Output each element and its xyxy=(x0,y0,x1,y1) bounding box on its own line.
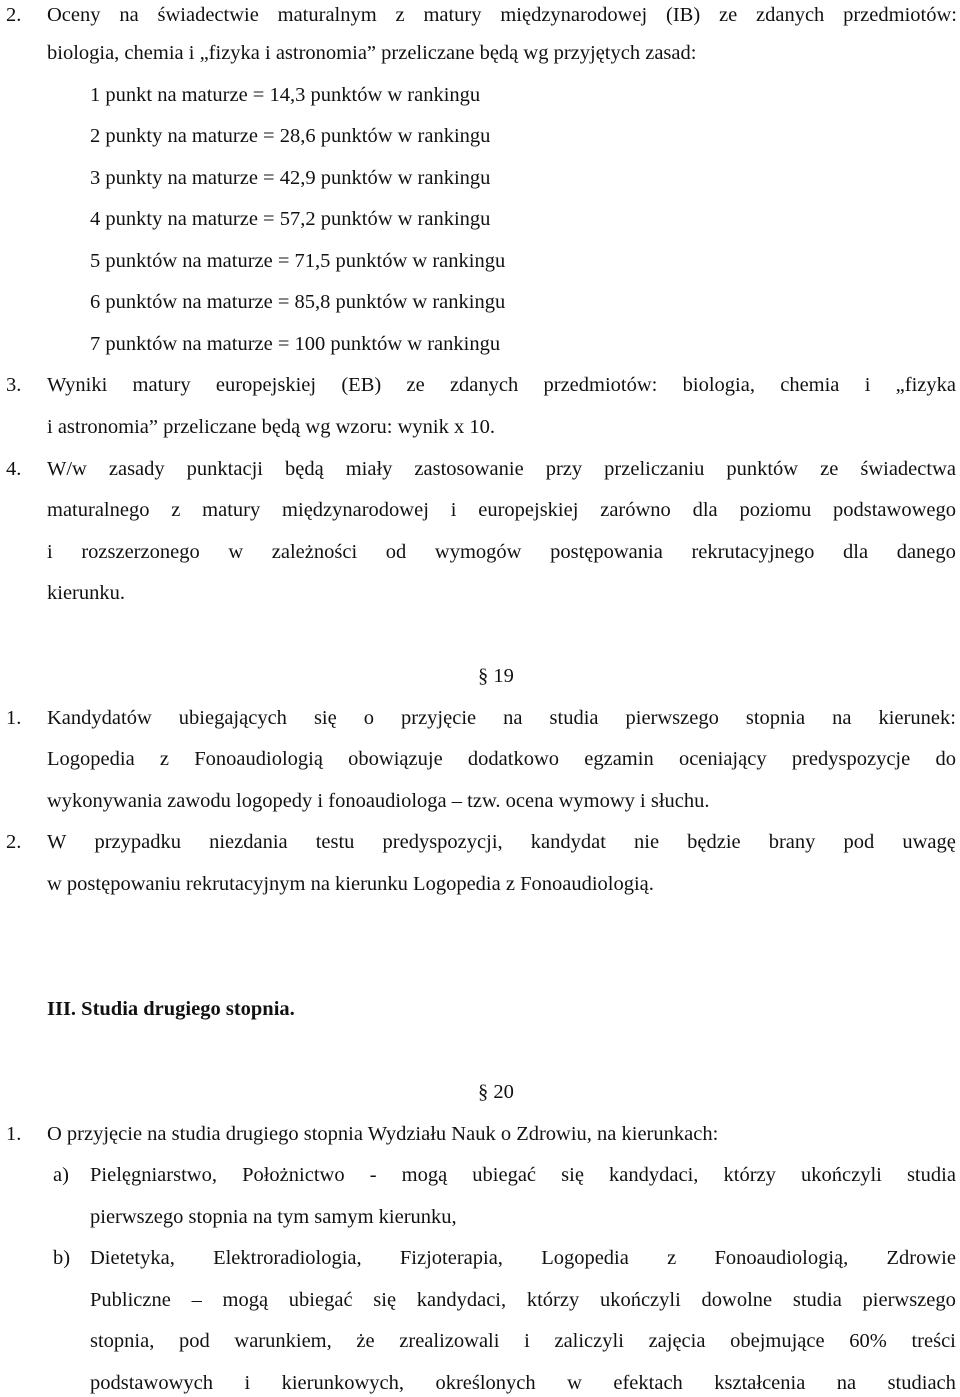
word: matury xyxy=(132,374,191,396)
paragraph-line xyxy=(90,1161,956,1189)
word: europejskiej xyxy=(478,499,579,521)
word: na xyxy=(119,4,139,26)
word: na xyxy=(832,707,852,729)
paragraph-heading: § 19 xyxy=(478,665,514,687)
word: zdanych xyxy=(756,4,825,26)
word: rozszerzonego xyxy=(81,541,200,563)
conversion-line: 2 punkty na maturze = 28,6 punktów w rankingu xyxy=(90,125,491,147)
word: dla xyxy=(692,499,718,521)
word: ukończyli xyxy=(801,1164,882,1186)
paragraph-line xyxy=(47,704,956,732)
word: Wyniki xyxy=(47,374,108,396)
conversion-line: 1 punkt na maturze = 14,3 punktów w rankingu xyxy=(90,84,481,106)
word: że xyxy=(356,1330,375,1352)
conversion-line: 7 punktów na maturze = 100 punktów w rankingu xyxy=(90,333,501,355)
item-number: 2. xyxy=(6,831,22,853)
word: międzynarodowej xyxy=(282,499,429,521)
word: zależności xyxy=(271,541,358,563)
word: którzy xyxy=(723,1164,776,1186)
word: i xyxy=(47,541,53,563)
word: uwagę xyxy=(902,831,956,853)
word: „fizyka xyxy=(895,374,956,396)
paragraph-line xyxy=(47,1,957,29)
word: przedmiotów: xyxy=(543,374,658,396)
paragraph-line xyxy=(47,371,956,399)
word: egzamin xyxy=(584,748,654,770)
word: Publiczne xyxy=(90,1289,171,1311)
word: i xyxy=(244,1372,251,1394)
word: dla xyxy=(843,541,869,563)
word: poziomu xyxy=(739,499,812,521)
word: Pielęgniarstwo, xyxy=(90,1164,217,1186)
paragraph-line: pierwszego stopnia na tym samym kierunku, xyxy=(90,1206,457,1228)
word: europejskiej xyxy=(215,374,317,396)
paragraph-line xyxy=(47,455,956,483)
subitem-label: b) xyxy=(53,1247,71,1269)
word: mogą xyxy=(401,1164,448,1186)
word: o xyxy=(363,707,374,729)
word: danego xyxy=(896,541,956,563)
word: z xyxy=(171,499,181,521)
word: ubiegających xyxy=(178,707,287,729)
word: obejmujące xyxy=(730,1330,825,1352)
word: z xyxy=(667,1247,677,1269)
word: ze xyxy=(820,458,839,480)
chapter-heading: III. Studia drugiego stopnia. xyxy=(47,998,295,1020)
word: podstawowych xyxy=(90,1372,213,1394)
word: ubiegać xyxy=(288,1289,353,1311)
word: chemia xyxy=(780,374,840,396)
item-number: 1. xyxy=(6,1123,22,1145)
word: kandydat xyxy=(530,831,606,853)
paragraph-line xyxy=(47,496,956,524)
word: zrealizowali xyxy=(399,1330,500,1352)
word: - xyxy=(369,1164,377,1186)
paragraph-line: wykonywania zawodu logopedy i fonoaudiologa – tzw. ocena wymowy i słuchu. xyxy=(47,790,710,812)
word: do xyxy=(935,748,956,770)
word: pod xyxy=(179,1330,210,1352)
word: przeliczaniu xyxy=(604,458,705,480)
word: pierwszego xyxy=(625,707,719,729)
paragraph-line: i astronomia” przeliczane będą wg wzoru: wynik x 10. xyxy=(47,416,495,438)
word: studia xyxy=(549,707,599,729)
word: w xyxy=(567,1372,582,1394)
word: zdanych xyxy=(449,374,519,396)
paragraph-line xyxy=(47,538,956,566)
word: w xyxy=(228,541,244,563)
word: zastosowanie xyxy=(414,458,524,480)
paragraph-line xyxy=(90,1244,956,1272)
paragraph-heading: § 20 xyxy=(478,1081,514,1103)
word: predyspozycji, xyxy=(382,831,503,853)
word: – xyxy=(191,1289,202,1311)
word: Kandydatów xyxy=(47,707,152,729)
word: Fonoaudiologią, xyxy=(714,1247,849,1269)
word: postępowania xyxy=(550,541,663,563)
word: będą xyxy=(284,458,324,480)
word: predyspozycje xyxy=(791,748,911,770)
word: Fonoaudiologią xyxy=(194,748,323,770)
paragraph-line: O przyjęcie na studia drugiego stopnia Wydziału Nauk o Zdrowiu, na kierunkach: xyxy=(47,1123,719,1145)
word: studiach xyxy=(887,1372,956,1394)
word: biologia, xyxy=(682,374,755,396)
word: przedmiotów: xyxy=(843,4,957,26)
word: rekrutacyjnego xyxy=(691,541,815,563)
word: Elektroradiologia, xyxy=(213,1247,362,1269)
word: Logopedia xyxy=(541,1247,629,1269)
paragraph-line xyxy=(47,745,956,773)
word: z xyxy=(159,748,170,770)
item-number: 1. xyxy=(6,707,22,729)
word: obowiązuje xyxy=(348,748,443,770)
word: 60% xyxy=(849,1330,887,1352)
word: W/w xyxy=(47,458,87,480)
word: miały xyxy=(345,458,393,480)
word: zasady xyxy=(108,458,165,480)
word: efektach xyxy=(613,1372,683,1394)
word: warunkiem, xyxy=(234,1330,332,1352)
word: W xyxy=(47,831,67,853)
word: świadectwie xyxy=(157,4,259,26)
word: wymogów xyxy=(434,541,522,563)
word: mogą xyxy=(222,1289,269,1311)
word: testu xyxy=(315,831,355,853)
word: punktów xyxy=(726,458,799,480)
word: kandydaci, xyxy=(416,1289,507,1311)
word: studia xyxy=(792,1289,842,1311)
word: Oceny xyxy=(47,4,101,26)
word: stopnia xyxy=(745,707,806,729)
word: międzynarodowej xyxy=(500,4,648,26)
word: ze xyxy=(718,4,738,26)
word: Zdrowie xyxy=(886,1247,956,1269)
word: i xyxy=(864,374,871,396)
word: maturalnym xyxy=(277,4,377,26)
word: dowolne xyxy=(701,1289,773,1311)
word: na xyxy=(503,707,523,729)
word: zajęcia xyxy=(648,1330,706,1352)
word: się xyxy=(313,707,337,729)
conversion-line: 6 punktów na maturze = 85,8 punktów w rankingu xyxy=(90,291,506,313)
word: punktacji xyxy=(186,458,263,480)
paragraph-line xyxy=(90,1286,956,1314)
word: będzie xyxy=(687,831,741,853)
word: treści xyxy=(911,1330,956,1352)
word: matury xyxy=(423,4,482,26)
paragraph-line: kierunku. xyxy=(47,582,125,604)
conversion-line: 3 punkty na maturze = 42,9 punktów w rankingu xyxy=(90,167,491,189)
word: studia xyxy=(906,1164,956,1186)
word: się xyxy=(561,1164,584,1186)
paragraph-line xyxy=(90,1369,956,1397)
word: którzy xyxy=(526,1289,580,1311)
word: zarówno xyxy=(600,499,671,521)
word: kierunek: xyxy=(878,707,956,729)
word: dodatkowo xyxy=(467,748,560,770)
word: przyjęcie xyxy=(401,707,477,729)
item-number: 3. xyxy=(6,374,22,396)
word: przy xyxy=(545,458,583,480)
word: kierunkowych, xyxy=(281,1372,404,1394)
word: Dietetyka, xyxy=(90,1247,175,1269)
conversion-line: 5 punktów na maturze = 71,5 punktów w rankingu xyxy=(90,250,506,272)
word: ukończyli xyxy=(599,1289,681,1311)
word: nie xyxy=(634,831,660,853)
word: świadectwa xyxy=(860,458,956,480)
word: zaliczyli xyxy=(554,1330,624,1352)
word: przypadku xyxy=(94,831,181,853)
paragraph-line xyxy=(47,828,956,856)
word: pod xyxy=(843,831,875,853)
word: na xyxy=(836,1372,857,1394)
word: stopnia, xyxy=(90,1330,155,1352)
word: podstawowego xyxy=(833,499,956,521)
word: pierwszego xyxy=(862,1289,956,1311)
word: (IB) xyxy=(666,4,701,26)
word: i xyxy=(450,499,457,521)
word: się xyxy=(373,1289,397,1311)
word: z xyxy=(395,4,405,26)
conversion-line: 4 punkty na maturze = 57,2 punktów w rankingu xyxy=(90,208,491,230)
paragraph-line: w postępowaniu rekrutacyjnym na kierunku Logopedia z Fonoaudiologią. xyxy=(47,873,654,895)
item-number: 4. xyxy=(6,458,22,480)
subitem-label: a) xyxy=(53,1164,69,1186)
word: od xyxy=(385,541,407,563)
word: matury xyxy=(202,499,261,521)
word: oceniający xyxy=(678,748,767,770)
item-number: 2. xyxy=(6,4,22,26)
paragraph-line: biologia, chemia i „fizyka i astronomia” przeliczane będą wg przyjętych zasad: xyxy=(47,42,697,64)
word: kandydaci, xyxy=(609,1164,699,1186)
word: brany xyxy=(768,831,816,853)
word: (EB) xyxy=(341,374,382,396)
word: Położnictwo xyxy=(242,1164,345,1186)
word: Fizjoterapia, xyxy=(399,1247,503,1269)
paragraph-line xyxy=(90,1327,956,1355)
word: ze xyxy=(406,374,425,396)
word: określonych xyxy=(435,1372,536,1394)
word: i xyxy=(524,1330,530,1352)
word: maturalnego xyxy=(47,499,150,521)
word: niezdania xyxy=(209,831,288,853)
word: ubiegać xyxy=(472,1164,537,1186)
word: Logopedia xyxy=(47,748,135,770)
word: kształcenia xyxy=(714,1372,806,1394)
